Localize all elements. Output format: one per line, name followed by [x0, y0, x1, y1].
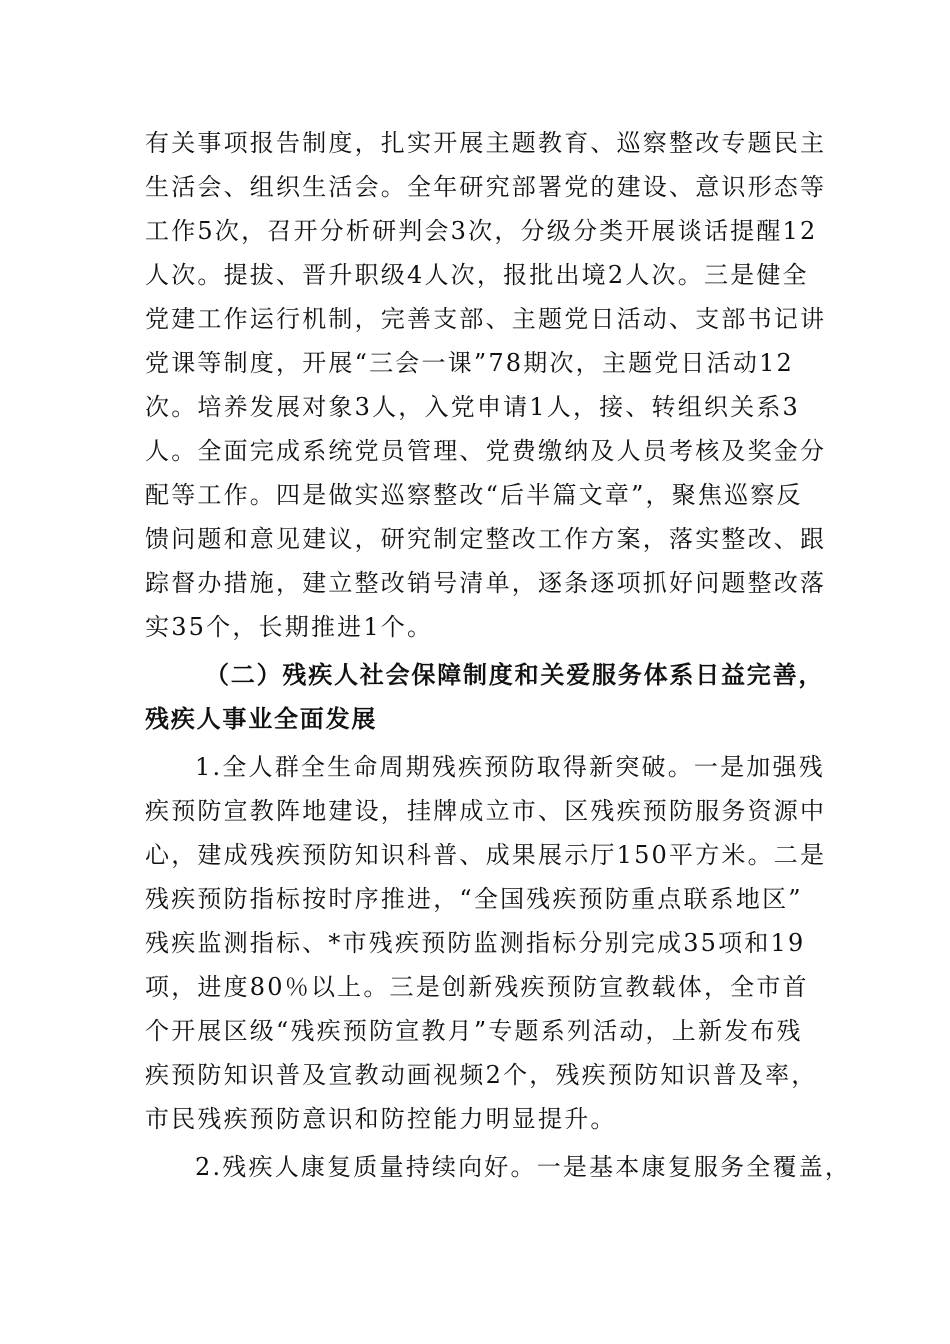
paragraph-line: 生活会、组织生活会。全年研究部署党的建设、意识形态等 — [145, 173, 827, 201]
paragraph-line: 疾预防宣教阵地建设，挂牌成立市、区残疾预防服务资源中 — [145, 797, 827, 825]
paragraph-line: 配等工作。四是做实巡察整改“后半篇文章”，聚焦巡察反 — [145, 481, 803, 509]
paragraph-line: 心，建成残疾预防知识科普、成果展示厅150平方米。二是 — [145, 841, 827, 869]
paragraph-line: 个开展区级“残疾预防宣教月”专题系列活动，上新发布残 — [145, 1017, 803, 1045]
paragraph-line: 残疾预防指标按时序推进，“全国残疾预防重点联系地区” — [145, 885, 803, 913]
paragraph-line: 党建工作运行机制，完善支部、主题党日活动、支部书记讲 — [145, 305, 827, 333]
paragraph-line: 实35个，长期推进1个。 — [145, 613, 434, 641]
section-heading: （二）残疾人社会保障制度和关爱服务体系日益完善， — [205, 660, 825, 689]
paragraph-line: 有关事项报告制度，扎实开展主题教育、巡察整改专题民主 — [145, 129, 827, 157]
paragraph-line: 人次。提拔、晋升职级4人次，报批出境2人次。三是健全 — [145, 261, 809, 289]
paragraph-line: 2.残疾人康复质量持续向好。一是基本康复服务全覆盖， — [195, 1153, 852, 1181]
paragraph-line: 人。全面完成系统党员管理、党费缴纳及人员考核及奖金分 — [145, 437, 827, 465]
paragraph-line: 党课等制度，开展“三会一课”78期次，主题党日活动12 — [145, 349, 795, 377]
paragraph-line: 馈问题和意见建议，研究制定整改工作方案，落实整改、跟 — [145, 525, 827, 553]
paragraph-line: 1.全人群全生命周期残疾预防取得新突破。一是加强残 — [195, 753, 825, 781]
paragraph-line: 项，进度80％以上。三是创新残疾预防宣教载体，全市首 — [145, 973, 809, 1001]
paragraph-line: 残疾监测指标、*市残疾预防监测指标分别完成35项和19 — [145, 929, 806, 957]
paragraph-line: 工作5次，召开分析研判会3次，分级分类开展谈话提醒12 — [145, 217, 818, 245]
section-heading: 残疾人事业全面发展 — [145, 704, 378, 733]
paragraph-line: 疾预防知识普及宣教动画视频2个，残疾预防知识普及率， — [145, 1061, 818, 1089]
paragraph-line: 市民残疾预防意识和防控能力明显提升。 — [145, 1105, 617, 1133]
paragraph-line: 踪督办措施，建立整改销号清单，逐条逐项抓好问题整改落 — [145, 569, 827, 597]
paragraph-line: 次。培养发展对象3人，入党申请1人，接、转组织关系3 — [145, 393, 801, 421]
